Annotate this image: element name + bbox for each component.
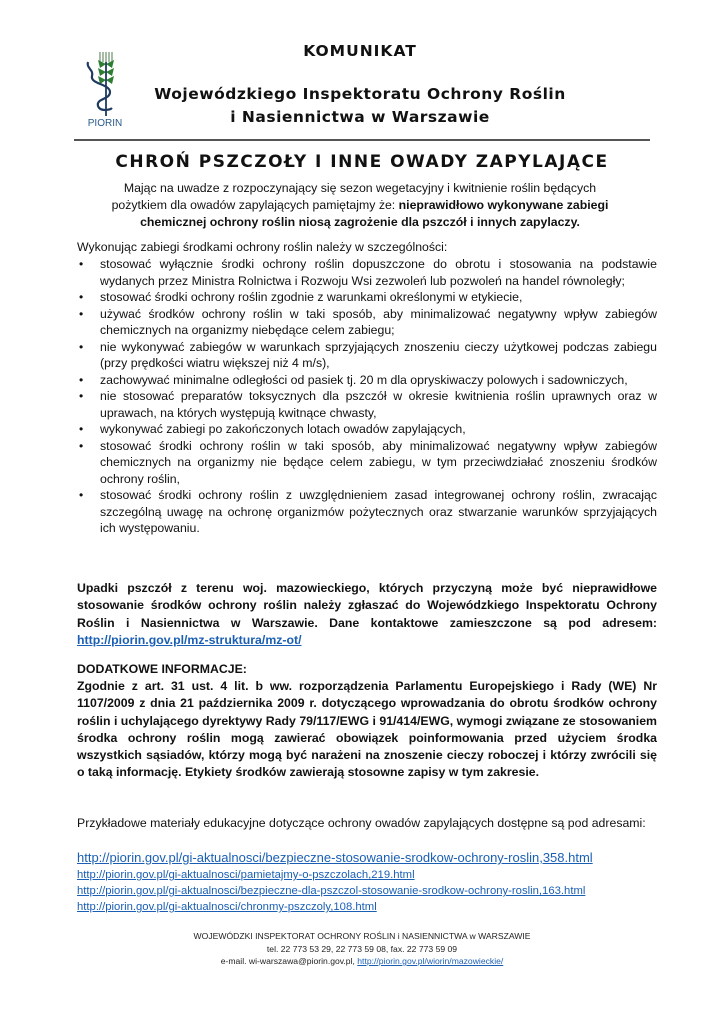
material-link-3[interactable]: http://piorin.gov.pl/gi-aktualnosci/bezpieczne-dla-pszczol-stosowanie-srodkow-ochrony-roslin,163.html	[77, 885, 586, 897]
list-item: • stosować środki ochrony roślin z uwzględnieniem zasad integrowanej ochrony roślin, zwracając szczególną uwagę na ochronę organizmów pożytecznych oraz stwarzanie warunków sprzyjających ich występowaniu.	[79, 488, 657, 535]
bullet-icon: •	[79, 438, 84, 453]
intro-text: Mając na uwadze z rozpoczynający się sezon wegetacyjny i kwitnienie roślin będących pożytkiem dla owadów zapylających pamiętajmy że:	[111, 181, 597, 212]
additional-info-heading: DODATKOWE INFORMACJE:	[77, 662, 247, 676]
additional-info-paragraph: Zgodnie z art. 31 ust. 4 lit. b ww. rozporządzenia Parlamentu Europejskiego i Rady (WE) Nr 1107/2009 z dnia 21 października 2009 r. dotyczącego wprowadzania do obrotu środków ochrony roślin i uchylającego dyrektywy Rady 79/117/EWG i 91/414/EWG, wymogi związane ze stosowaniem środka ochrony roślin mogą zawierać obowiązek poinformowania przed użyciem środka wszystkich sąsiadów, którzy mogą być narażeni na znoszenie cieczy roboczej i którzy zwrócili się o taką informację. Etykiety środków zawierają stosowne zapisy w tym zakresie.	[77, 679, 657, 780]
bullet-icon: •	[79, 339, 84, 354]
footer-email: e-mail. wi-warszawa@piorin.gov.pl,	[220, 956, 358, 966]
bullet-icon: •	[79, 290, 84, 304]
footer-institution: WOJEWÓDZKI INSPEKTORAT OCHRONY ROŚLIN i NASIENNICTWA w WARSZAWIE	[193, 931, 531, 941]
logo-text: PIORIN	[87, 118, 123, 129]
intro-warning: nieprawidłowo wykonywane zabiegi chemicznej ochrony roślin niosą zagrożenie dla pszczół i innych zapylaczy.	[140, 198, 609, 229]
list-item: • używać środków ochrony roślin w taki sposób, aby minimalizować negatywny wpływ zabiegów chemicznych na organizmy niebędące celem zabiegu;	[79, 306, 657, 337]
footer	[74, 930, 650, 968]
komunikat-heading: KOMUNIKAT	[303, 42, 417, 60]
footer-website-link[interactable]: http://piorin.gov.pl/wiorin/mazowieckie/	[357, 956, 504, 966]
material-link-4[interactable]: http://piorin.gov.pl/gi-aktualnosci/chronmy-pszczoly,108.html	[77, 901, 377, 913]
instructions-lead: Wykonując zabiegi środkami ochrony roślin należy w szczególności:	[77, 240, 448, 254]
wheat-snake-icon	[80, 50, 130, 118]
header-divider	[74, 139, 650, 141]
institution-name-line1: Wojewódzkiego Inspektoratu Ochrony Roślin	[154, 85, 566, 103]
bullet-icon: •	[79, 306, 84, 321]
footer-contact	[74, 955, 650, 968]
material-link-1[interactable]: http://piorin.gov.pl/gi-aktualnosci/bezpieczne-stosowanie-srodkow-ochrony-roslin,358.html	[77, 850, 593, 865]
bullet-icon: •	[79, 389, 84, 403]
materials-paragraph: Przykładowe materiały edukacyjne dotyczące ochrony owadów zapylających dostępne są pod adresami:	[77, 816, 646, 830]
list-item: • zachowywać minimalne odległości od pasiek tj. 20 m dla opryskiwaczy polowych i sadowniczych,	[79, 372, 628, 387]
intro-paragraph	[100, 180, 620, 231]
contact-link[interactable]: http://piorin.gov.pl/mz-struktura/mz-ot/	[77, 632, 302, 647]
page-title: CHROŃ PSZCZOŁY I INNE OWADY ZAPYLAJĄCE	[115, 152, 609, 172]
list-item: • nie stosować preparatów toksycznych dla pszczół w okresie kwitnienia roślin uprawnych oraz w uprawach, na których występują kwitnące chwasty,	[79, 389, 657, 420]
footer-phone: tel. 22 773 53 29, 22 773 59 08, fax. 22 773 59 09	[266, 943, 458, 954]
bullet-icon: •	[79, 372, 84, 387]
material-link-2[interactable]: http://piorin.gov.pl/gi-aktualnosci/pamietajmy-o-pszczolach,219.html	[77, 869, 415, 881]
bullet-icon: •	[79, 257, 84, 271]
list-item: • stosować środki ochrony roślin zgodnie z warunkami określonymi w etykiecie,	[79, 290, 523, 304]
report-paragraph	[77, 580, 657, 649]
bullet-icon: •	[79, 422, 84, 436]
list-item: • stosować wyłącznie środki ochrony roślin dopuszczone do obrotu i stosowania na podstawie wydanych przez Ministra Rolnictwa i Rozwoju Wsi zezwoleń lub pozwoleń na handel równoległy;	[79, 257, 657, 288]
list-item: • nie wykonywać zabiegów w warunkach sprzyjających znoszeniu cieczy użytkowej podczas zabiegu (przy prędkości wiatru większej niż 4 m/s),	[79, 339, 657, 370]
list-item: • stosować środki ochrony roślin w taki sposób, aby minimalizować negatywny wpływ zabiegów chemicznych na organizmy nie będące celem zabiegu, w tym przeciwdziałać znoszeniu środków ochrony roślin,	[79, 438, 657, 486]
report-text: Upadki pszczół z terenu woj. mazowieckiego, których przyczyną może być nieprawidłowe stosowanie środków ochrony roślin należy zgłaszać do Wojewódzkiego Inspektoratu Ochrony Roślin i Nasiennictwa w Warszawie. Dane kontaktowe zamieszczone są pod adresem:	[77, 581, 657, 630]
list-item: • wykonywać zabiegi po zakończonych lotach owadów zapylających,	[79, 422, 466, 436]
instructions-list	[77, 256, 657, 537]
piorin-logo	[80, 50, 130, 130]
bullet-icon: •	[79, 488, 84, 502]
institution-name-line2: i Nasiennictwa w Warszawie	[230, 108, 490, 126]
